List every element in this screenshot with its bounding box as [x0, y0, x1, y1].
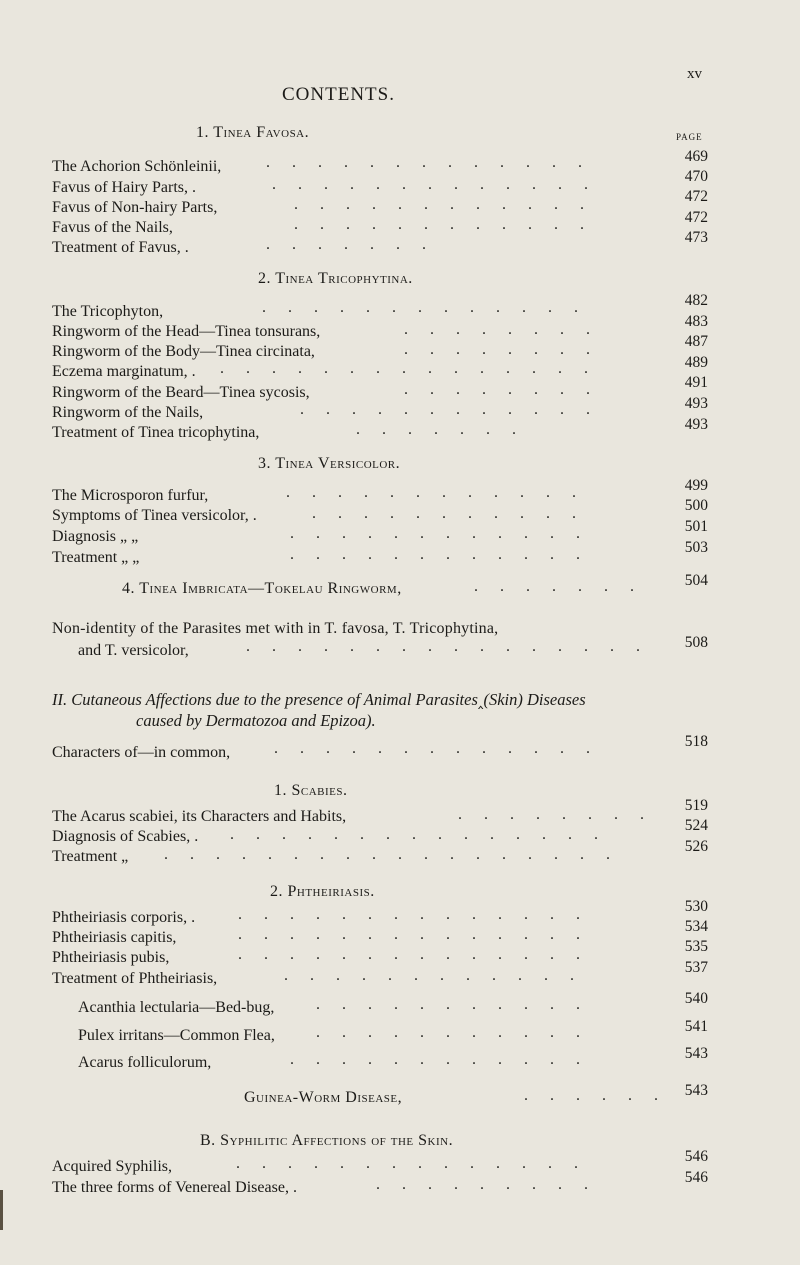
running-title: CONTENTS.	[282, 84, 395, 105]
leader-dots: . . . . . . . . . . . . .	[262, 299, 587, 316]
page-number: 469	[684, 148, 708, 165]
page-number: 546	[684, 1169, 708, 1186]
toc-entry: Treatment of Favus, .	[52, 239, 189, 256]
leader-dots: . . . . . .	[524, 1087, 667, 1104]
part-ii-heading-line1: II. Cutaneous Affections due to the presence of Animal Parasites‸(Skin) Diseases	[52, 690, 586, 709]
leader-dots: . . . . . . . . . . . . . . . .	[246, 638, 649, 655]
section-heading: 1. Tinea Favosa.	[196, 124, 310, 141]
leader-dots: . . . . . . . . . . . . . .	[236, 1155, 587, 1172]
toc-entry: Acquired Syphilis,	[52, 1158, 172, 1175]
non-identity-line1: Non-identity of the Parasites met with in T. favosa, T. Tricophytina,	[52, 620, 499, 637]
page-number: 503	[684, 539, 708, 556]
page-number: 499	[684, 477, 708, 494]
toc-entry: Treatment of Phtheiriasis,	[52, 970, 218, 987]
binding-edge-mark	[0, 1190, 3, 1230]
toc-entry: Characters of—in common,	[52, 744, 231, 761]
leader-dots: . . . . . . . .	[404, 321, 599, 338]
leader-dots: . . . . . . . . .	[376, 1176, 597, 1193]
page-number: 540	[684, 990, 708, 1007]
toc-entry: The Acarus scabiei, its Characters and Habits,	[52, 808, 347, 825]
leader-dots: . . . . . . . . . . . .	[294, 216, 593, 233]
leader-dots: . . . . . . . . . . . .	[290, 546, 589, 563]
non-identity-line2: and T. versicolor,	[78, 642, 189, 659]
page-number: 524	[684, 817, 708, 834]
toc-entry: Phtheiriasis pubis,	[52, 949, 170, 966]
toc-entry: Diagnosis of Scabies, .	[52, 828, 199, 845]
page-number: 473	[684, 229, 708, 246]
page-number: 504	[684, 572, 708, 589]
leader-dots: . . . . . . . . . . .	[316, 1024, 589, 1041]
toc-entry: Phtheiriasis capitis,	[52, 929, 177, 946]
page-column-header: PAGE	[676, 132, 703, 142]
toc-entry: The three forms of Venereal Disease, .	[52, 1179, 297, 1196]
leader-dots: . . . . . . . . . . . . . .	[238, 926, 589, 943]
page-number: 493	[684, 395, 708, 412]
leader-dots: . . . . . . . . . . . . . . .	[220, 360, 597, 377]
page-number: 470	[684, 168, 708, 185]
leader-dots: . . . . . . . . . . . .	[284, 967, 583, 984]
toc-entry: Ringworm of the Beard—Tinea sycosis,	[52, 384, 310, 401]
page-number: 543	[684, 1082, 708, 1099]
section-heading: 2. Phtheiriasis.	[270, 883, 375, 900]
toc-entry: Treatment „	[52, 848, 129, 865]
page-number: 487	[684, 333, 708, 350]
leader-dots: . . . . . . . . . . . .	[290, 1051, 589, 1068]
leader-dots: . . . . . . . .	[404, 341, 599, 358]
leader-dots: . . . . . . . . . . . .	[290, 525, 589, 542]
leader-dots: . . . . . . . . . . . .	[300, 401, 599, 418]
page-number: 519	[684, 797, 708, 814]
part-ii-heading-line2: caused by Dermatozoa and Epizoa).	[136, 711, 376, 730]
toc-entry: Pulex irritans—Common Flea,	[78, 1027, 275, 1044]
toc-entry: Acanthia lectularia—Bed-bug,	[78, 999, 275, 1016]
toc-entry: Favus of the Nails,	[52, 219, 173, 236]
leader-dots: . . . . . . . . . . . .	[286, 484, 585, 501]
page-number: 472	[684, 188, 708, 205]
leader-dots: . . . . . . .	[474, 578, 643, 595]
page-number: 541	[684, 1018, 708, 1035]
section-heading: 3. Tinea Versicolor.	[258, 455, 401, 472]
page-number: 535	[684, 938, 708, 955]
folio: xv	[687, 66, 702, 82]
section-heading: 2. Tinea Tricophytina.	[258, 270, 413, 287]
toc-entry: Favus of Hairy Parts, .	[52, 179, 196, 196]
toc-entry: The Microsporon furfur,	[52, 487, 209, 504]
leader-dots: . . . . . . . . . . . . .	[272, 176, 597, 193]
toc-entry: Treatment „ „	[52, 549, 140, 566]
page-number: 518	[684, 733, 708, 750]
tokelau-heading: 4. Tinea Imbricata—Tokelau Ringworm,	[122, 580, 402, 597]
leader-dots: . . . . . . . .	[404, 381, 599, 398]
page-number: 537	[684, 959, 708, 976]
guinea-worm-heading: Guinea-Worm Disease,	[244, 1089, 403, 1106]
page-number: 472	[684, 209, 708, 226]
leader-dots: . . . . . . . .	[458, 806, 653, 823]
section-heading: 1. Scabies.	[274, 782, 348, 799]
page-number: 493	[684, 416, 708, 433]
leader-dots: . . . . . . . . . . . . .	[266, 154, 591, 171]
page-number: 534	[684, 918, 708, 935]
toc-entry: Ringworm of the Head—Tinea tonsurans,	[52, 323, 321, 340]
page-number: 500	[684, 497, 708, 514]
page-number: 530	[684, 898, 708, 915]
leader-dots: . . . . . . . . . . . . . .	[238, 906, 589, 923]
leader-dots: . . . . . . . . . . .	[312, 505, 585, 522]
page-number: 489	[684, 354, 708, 371]
toc-entry: Favus of Non-hairy Parts,	[52, 199, 218, 216]
leader-dots: . . . . . . . . . . . . . . . . . .	[164, 846, 619, 863]
leader-dots: . . . . . . . . . . .	[316, 996, 589, 1013]
toc-entry: The Achorion Schönleinii,	[52, 158, 222, 175]
leader-dots: . . . . . . . . . . . . .	[274, 740, 599, 757]
toc-entry: Treatment of Tinea tricophytina,	[52, 424, 260, 441]
page-number: 546	[684, 1148, 708, 1165]
toc-entry: Acarus folliculorum,	[78, 1054, 212, 1071]
page-number: 508	[684, 634, 708, 651]
leader-dots: . . . . . . . . . . . .	[294, 196, 593, 213]
page-number: 526	[684, 838, 708, 855]
toc-entry: The Tricophyton,	[52, 303, 164, 320]
page-number: 491	[684, 374, 708, 391]
page-number: 482	[684, 292, 708, 309]
leader-dots: . . . . . . . . . . . . . .	[238, 946, 589, 963]
toc-entry: Eczema marginatum, .	[52, 363, 196, 380]
section-heading: B. Syphilitic Affections of the Skin.	[200, 1132, 454, 1149]
toc-entry: Symptoms of Tinea versicolor, .	[52, 507, 257, 524]
page-number: 501	[684, 518, 708, 535]
leader-dots: . . . . . . .	[356, 421, 525, 438]
toc-entry: Phtheiriasis corporis, .	[52, 909, 196, 926]
toc-entry: Ringworm of the Nails,	[52, 404, 204, 421]
leader-dots: . . . . . . . . . . . . . . .	[230, 826, 607, 843]
page-number: 543	[684, 1045, 708, 1062]
toc-entry: Diagnosis „ „	[52, 528, 139, 545]
leader-dots: . . . . . . .	[266, 236, 435, 253]
toc-entry: Ringworm of the Body—Tinea circinata,	[52, 343, 315, 360]
page-number: 483	[684, 313, 708, 330]
